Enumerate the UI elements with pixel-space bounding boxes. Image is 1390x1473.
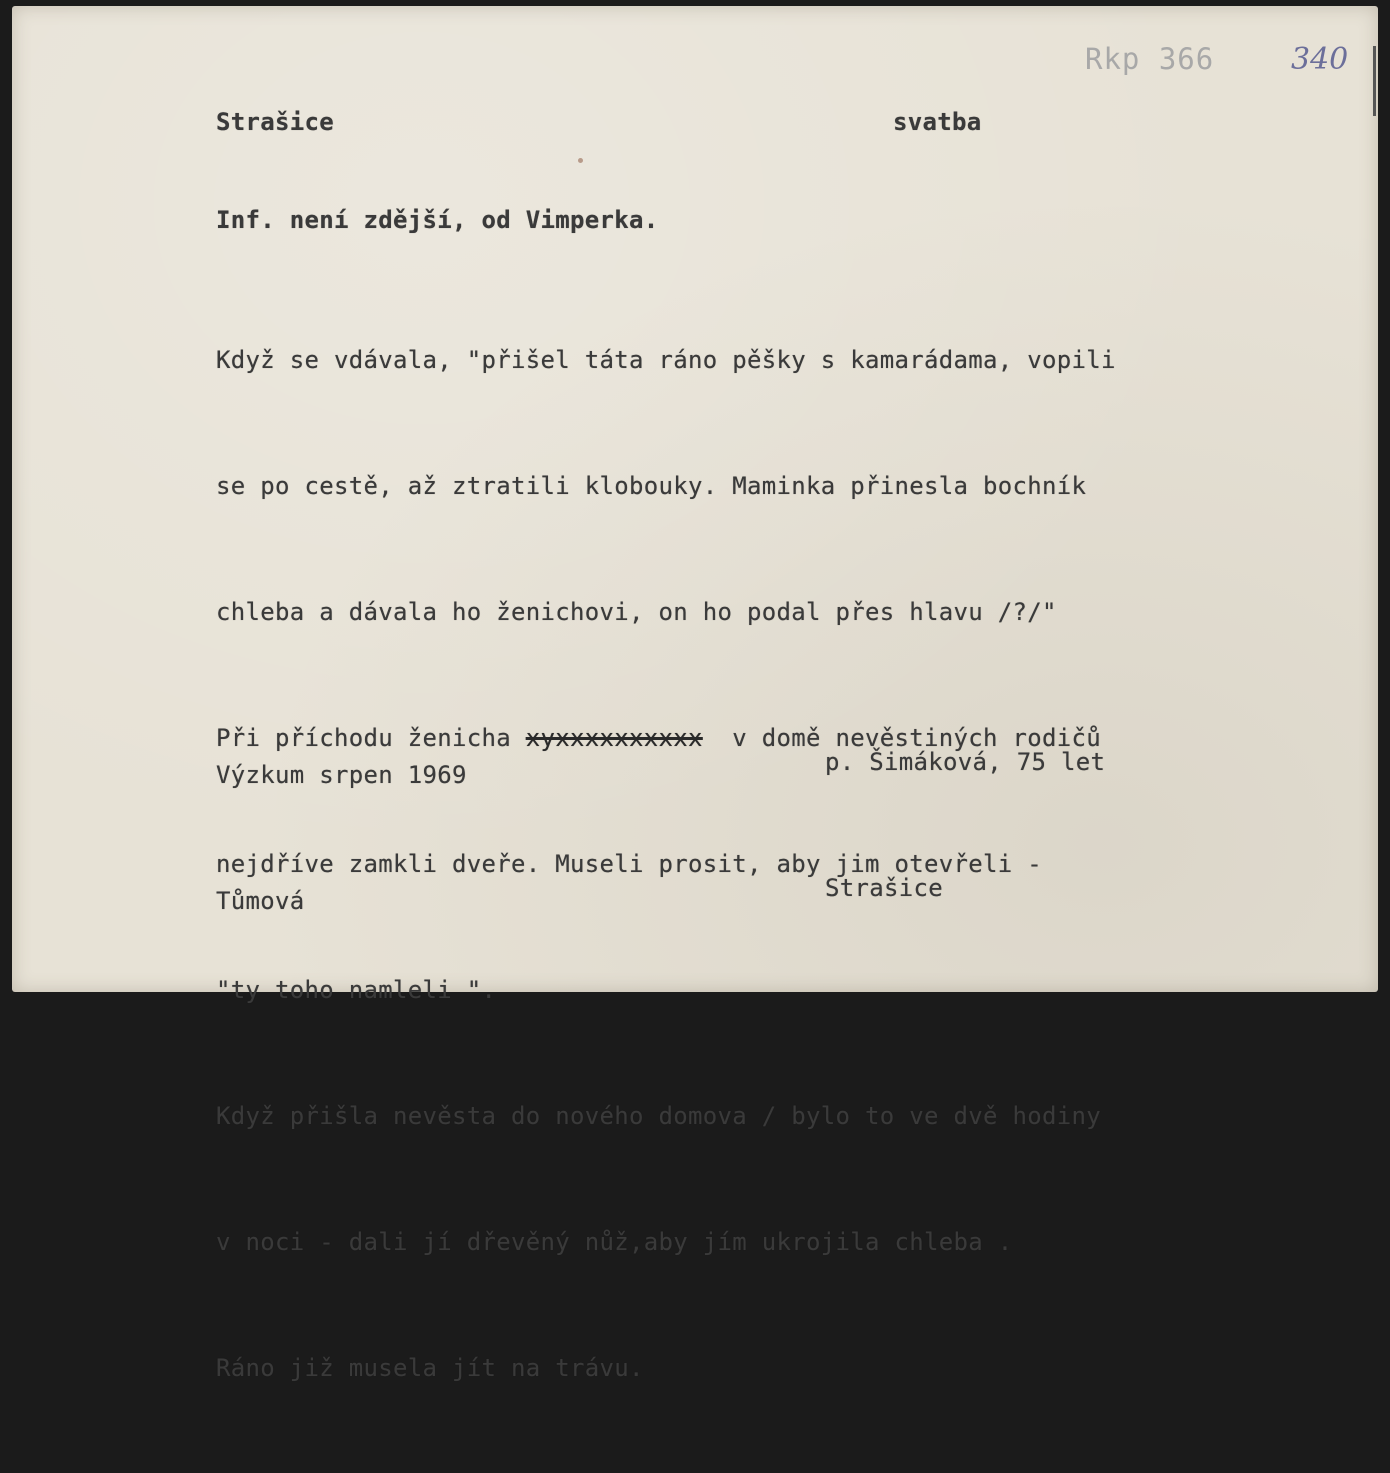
struck-text: xyxxxxxxxxxx bbox=[525, 724, 703, 752]
body-line-2: se po cestě, až ztratili klobouky. Maminka přinesla bochník bbox=[216, 472, 1087, 500]
body-line-4-end: v domě nevěstiných rodičů bbox=[702, 724, 1101, 752]
body-line-4-start: Při příchodu ženicha bbox=[216, 724, 526, 752]
archive-stamp: Rkp 366 bbox=[1085, 42, 1215, 76]
body-line-1: Když se vdávala, "přišel táta ráno pěšky s kamarádama, vopili bbox=[216, 346, 1116, 374]
body-line-5: nejdříve zamkli dveře. Museli prosit, aby jim otevřeli - bbox=[216, 850, 1042, 878]
research-info bbox=[216, 670, 467, 1006]
header-topic: svatba bbox=[893, 108, 982, 136]
body-line-9: Ráno již musela jít na trávu. bbox=[216, 1354, 644, 1382]
informant-info bbox=[825, 657, 1105, 993]
body-line-3: chleba a dávala ho ženichovi, on ho podal přes hlavu /?/" bbox=[216, 598, 1057, 626]
researcher-name: Tůmová bbox=[216, 887, 305, 915]
informant-line: p. Šimáková, 75 let bbox=[825, 748, 1106, 776]
paper-spot bbox=[578, 158, 583, 163]
edge-mark bbox=[1373, 46, 1376, 116]
intro-line: Inf. není zdější, od Vimperka. bbox=[216, 206, 659, 234]
pencil-number: 340 bbox=[1291, 42, 1349, 77]
body-line-7: Když přišla nevěsta do nového domova / bylo to ve dvě hodiny bbox=[216, 1102, 1101, 1130]
informant-place: Strašice bbox=[825, 874, 943, 902]
header-place: Strašice bbox=[216, 108, 334, 136]
archive-card bbox=[12, 6, 1378, 1382]
body-line-6: "ty toho namleli ". bbox=[216, 976, 497, 1004]
body-line-8: v noci - dali jí dřevěný nůž,aby jím ukrojila chleba . bbox=[216, 1228, 1013, 1256]
research-line: Výzkum srpen 1969 bbox=[216, 761, 467, 789]
